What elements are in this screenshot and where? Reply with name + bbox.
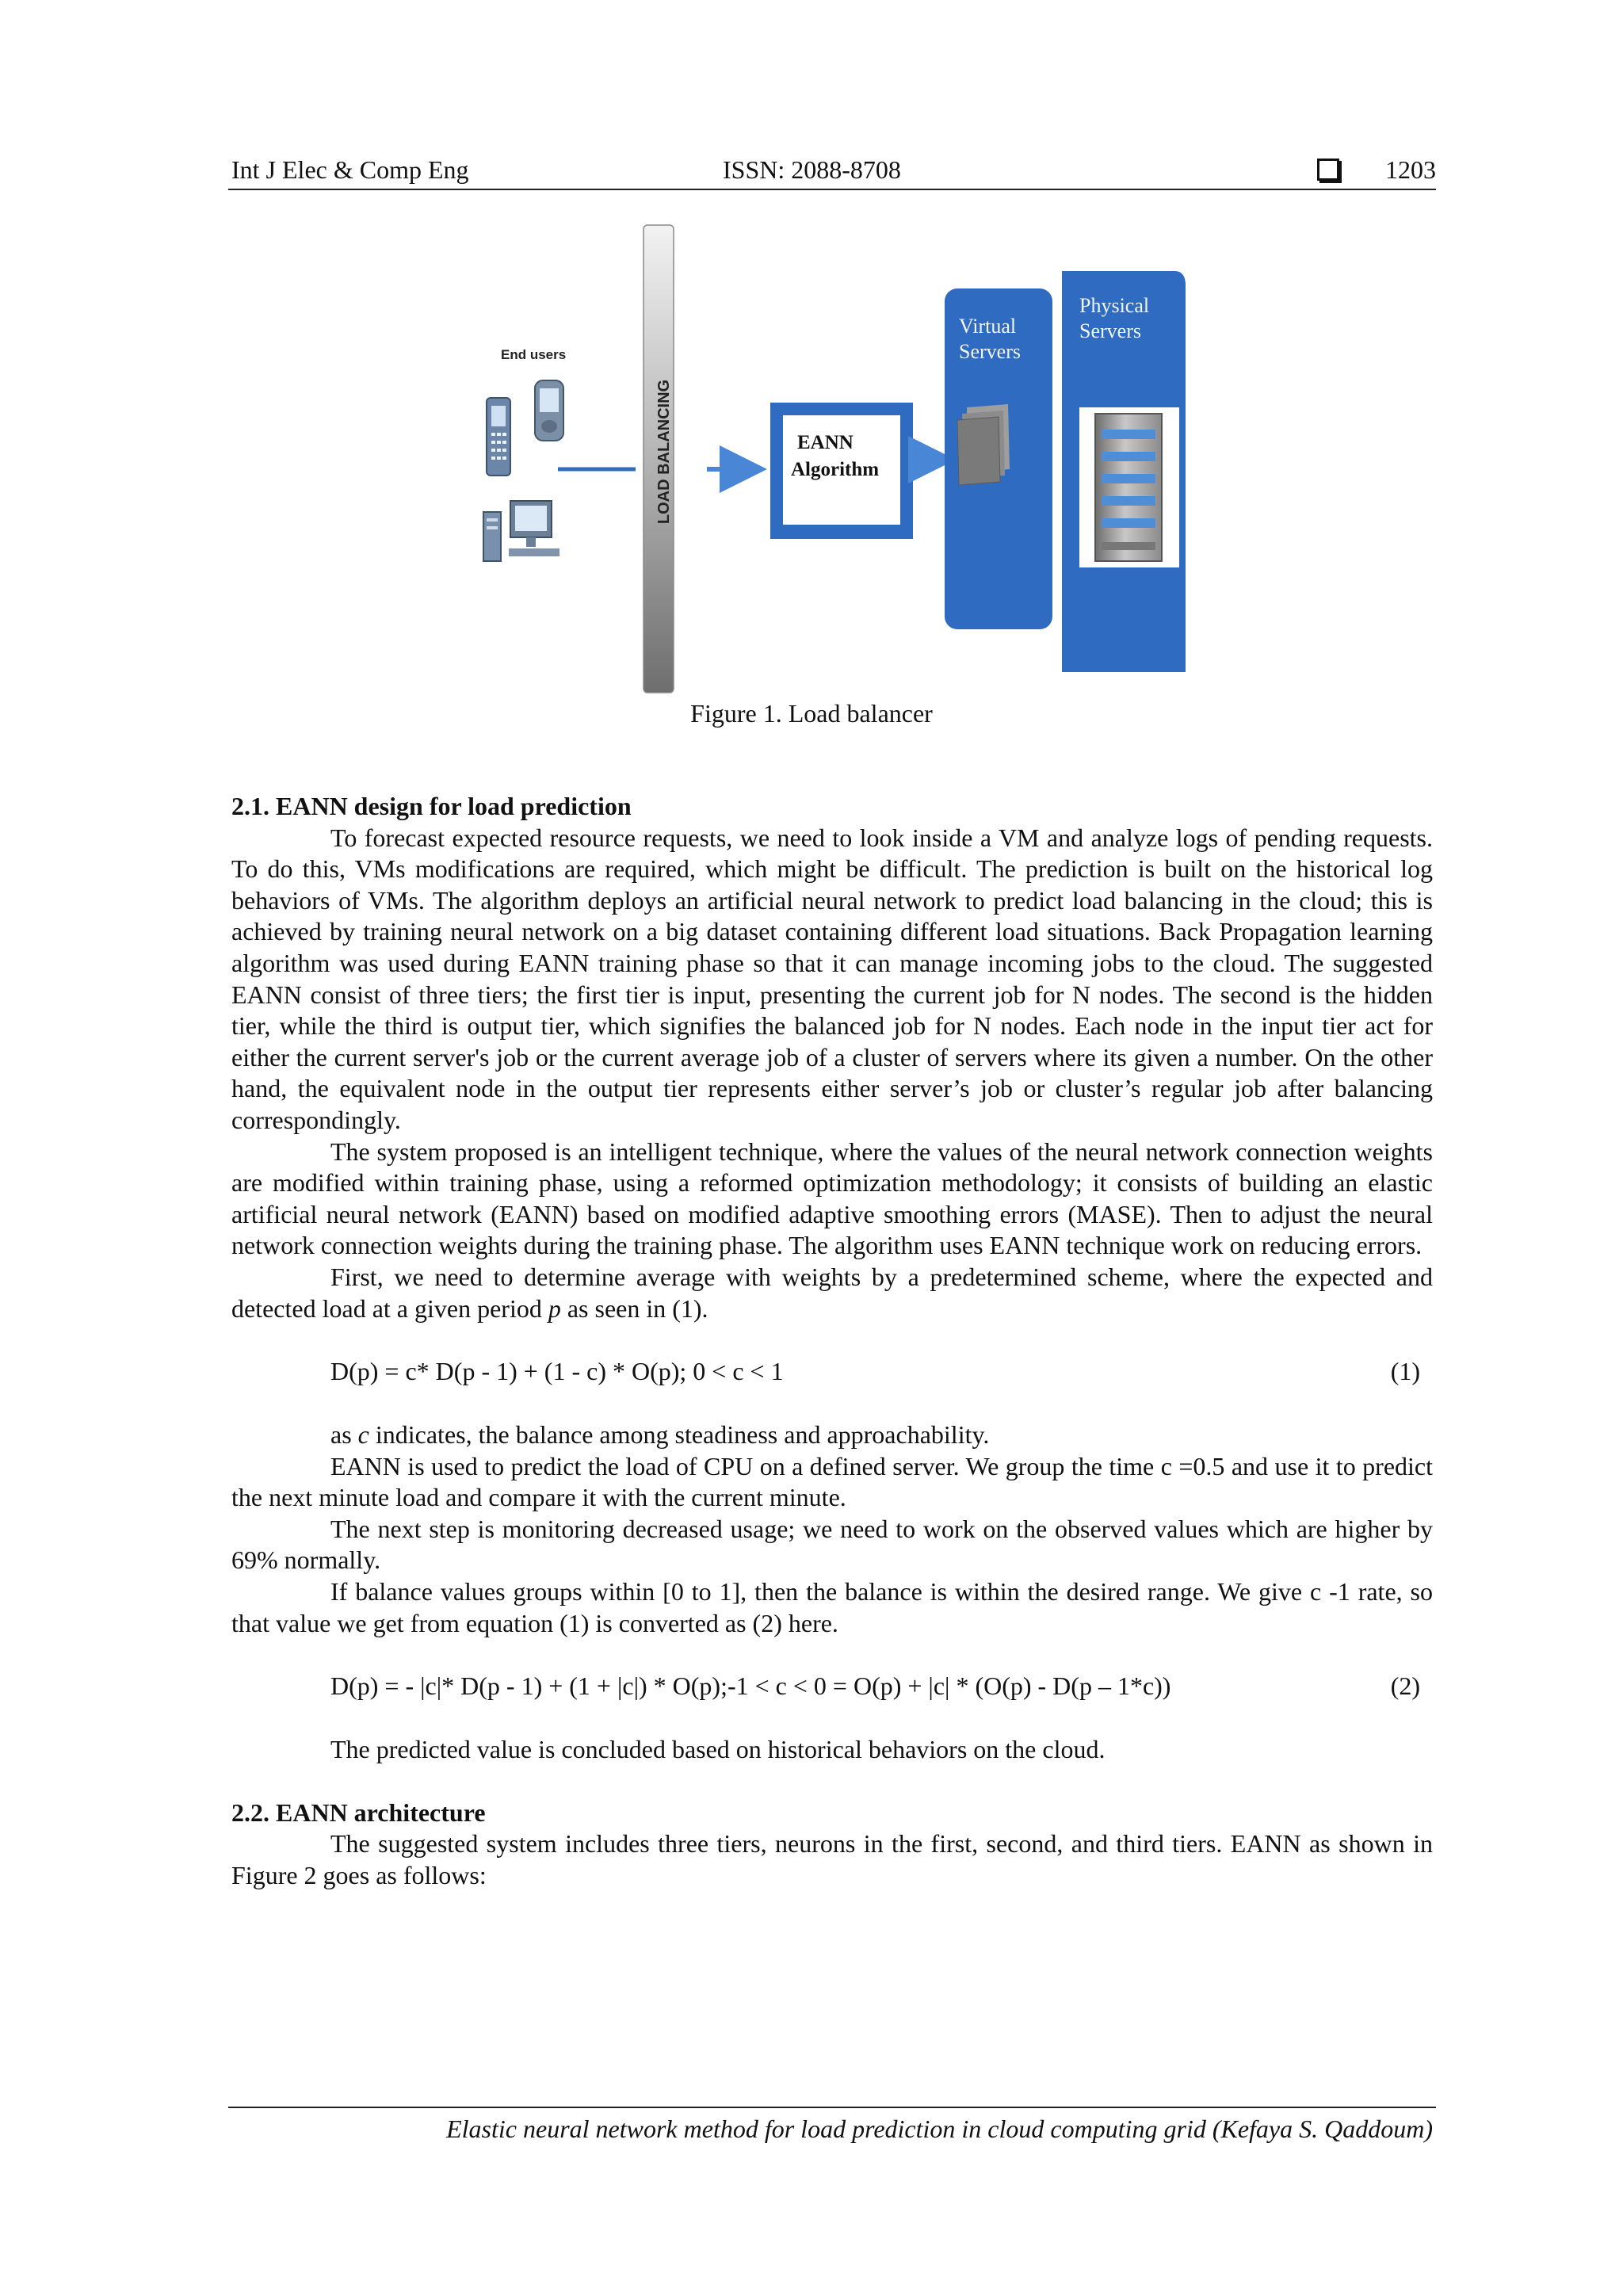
load-balancing-bar [643, 225, 674, 693]
physical-servers-panel [1062, 271, 1186, 672]
load-balancing-label: LOAD BALANCING [655, 379, 673, 525]
equation-1 [231, 1356, 1433, 1388]
figure-caption: Figure 1. Load balancer [690, 699, 933, 728]
journal-name: Int J Elec & Comp Eng [231, 155, 469, 184]
figure-load-balancer [469, 222, 1198, 697]
body-text [231, 791, 1433, 1892]
paragraph: EANN is used to predict the load of CPU on a defined server. We group the time c =0.5 and use it to predict the next minute load and compare it with the current minute. [231, 1451, 1433, 1512]
virtual-servers-label: Servers [959, 340, 1021, 363]
mobile-phone-icon [487, 398, 510, 476]
virtual-servers-panel [945, 288, 1052, 629]
paragraph: If balance values groups within [0 to 1], then the balance is within the desired range. We give c -1 rate, so that value we get from equation (1) is converted as (2) here. [231, 1577, 1433, 1637]
equation-1-text: D(p) = c* D(p - 1) + (1 - c) * O(p); 0 < c < 1 [330, 1357, 784, 1386]
paragraph: The next step is monitoring decreased usage; we need to work on the observed values which are higher by 69% normally. [231, 1514, 1433, 1575]
paragraph: The predicted value is concluded based on historical behaviors on the cloud. [330, 1735, 1106, 1764]
paragraph: To forecast expected resource requests, we need to look inside a VM and analyze logs of pending requests. To do this, VMs modifications are required, which might be difficult. The prediction is built on the historical log behaviors of VMs. The algorithm deploys an artificial neural network to predict load balancing in the cloud; this is achieved by training neural network on a big dataset containing different load situations. Back Propagation learning algorithm was used during EANN training phase so that it can manage incoming jobs to the cloud. The suggested EANN consist of three tiers; the first tier is input, presenting the current job for N nodes. The second is the hidden tier, while the third is output tier, which signifies the balanced job for N nodes. Each node in the input tier act for either the current server's job or the current average job of a cluster of servers where its given a number. On the other hand, the equivalent node in the output tier represents either server’s job or cluster’s regular job after balancing correspondingly. [231, 823, 1433, 1134]
equation-1-number: (1) [1390, 1357, 1420, 1386]
square-icon [1317, 159, 1339, 181]
page-number: 1203 [1385, 155, 1436, 184]
footer-rule [228, 2107, 1436, 2108]
page-header [231, 155, 1436, 190]
virtual-server-stack-icon [957, 404, 1010, 485]
section-2-2-heading: 2.2. EANN architecture [231, 1797, 486, 1827]
issn: ISSN: 2088-8708 [723, 155, 901, 184]
page-footer: Elastic neural network method for load prediction in cloud computing grid (Kefaya S. Qaddoum) [446, 2115, 1433, 2143]
smartphone-icon [535, 380, 563, 441]
equation-2 [231, 1671, 1433, 1702]
server-tower-icon [1079, 407, 1179, 567]
eann-algorithm-box [770, 403, 913, 539]
end-users-label: End users [501, 347, 567, 362]
physical-label: Physical [1079, 294, 1150, 317]
section-2-1-heading: 2.1. EANN design for load prediction [231, 792, 632, 820]
physical-servers-label: Servers [1079, 319, 1141, 342]
paragraph: The suggested system includes three tiers, neurons in the first, second, and third tiers. EANN as shown in Figure 2 goes as follows: [231, 1829, 1433, 1890]
desktop-computer-icon [483, 501, 559, 561]
eann-label: EANN [797, 432, 854, 453]
paragraph: The system proposed is an intelligent technique, where the values of the neural network connection weights are modified within training phase, using a reformed optimization methodology; it consists of building an elastic artificial neural network (EANN) based on modified adaptive smoothing errors (MASE). Then to adjust the neural network connection weights during the training phase. The algorithm uses EANN technique work on reducing errors. [231, 1137, 1433, 1260]
load-balancer-diagram [469, 222, 1198, 697]
algorithm-label: Algorithm [791, 459, 880, 480]
paragraph: as c indicates, the balance among steadiness and approachability. [330, 1420, 990, 1450]
virtual-label: Virtual [959, 315, 1017, 338]
paragraph: First, we need to determine average with weights by a predetermined scheme, where the expected and detected load at a given period p as seen in (1). [231, 1262, 1433, 1323]
equation-2-text: D(p) = - |c|* D(p - 1) + (1 + |c|) * O(p);-1 < c < 0 = O(p) + |c| * (O(p) - D(p – 1*c)) [330, 1671, 1171, 1701]
header-rule [228, 189, 1436, 190]
equation-2-number: (2) [1390, 1671, 1420, 1701]
